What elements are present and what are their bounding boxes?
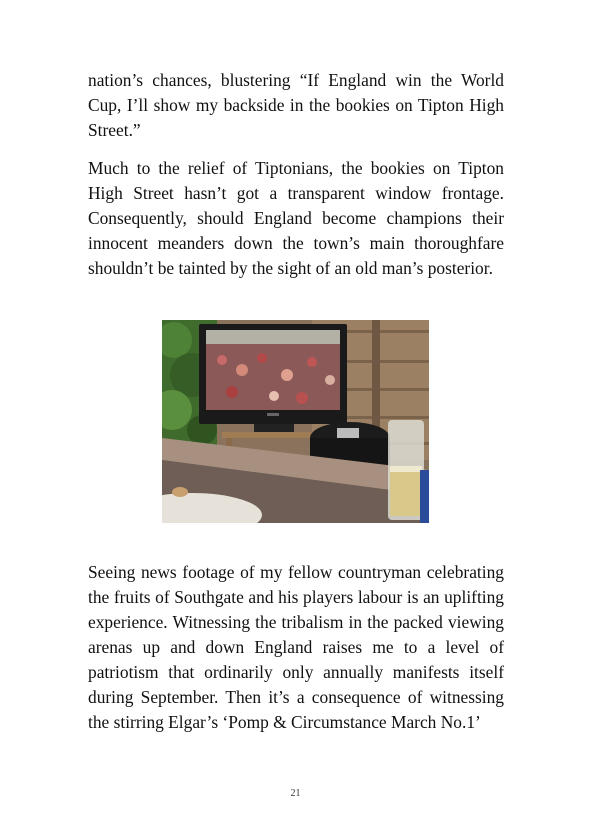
page-number: 21 [290, 788, 301, 799]
paragraph-3: Seeing news footage of my fellow countryman celebrating the fruits of Southgate and his players labour is an uplifting experience. Witnessing the tribalism in the packed viewing arenas up and down England raises me to a level of patriotism that ordinarily only annually manifests itself during September. Then it’s a consequence of witnessing the stirring Elgar’s ‘Pomp & Circumstance March No.1’ [88, 562, 504, 732]
photo-tv-in-garden [162, 320, 429, 523]
paragraph-1: nation’s chances, blustering “If England win the World Cup, I’ll show my backside in the bookies on Tipton High Street.” [88, 70, 504, 140]
paragraph-2: Much to the relief of Tiptonians, the bookies on Tipton High Street hasn’t got a transparent window frontage. Consequently, should England become champions their innocent meanders down the town’s main thoroughfare shouldn’t be tainted by the sight of an old man’s posterior. [88, 158, 504, 278]
